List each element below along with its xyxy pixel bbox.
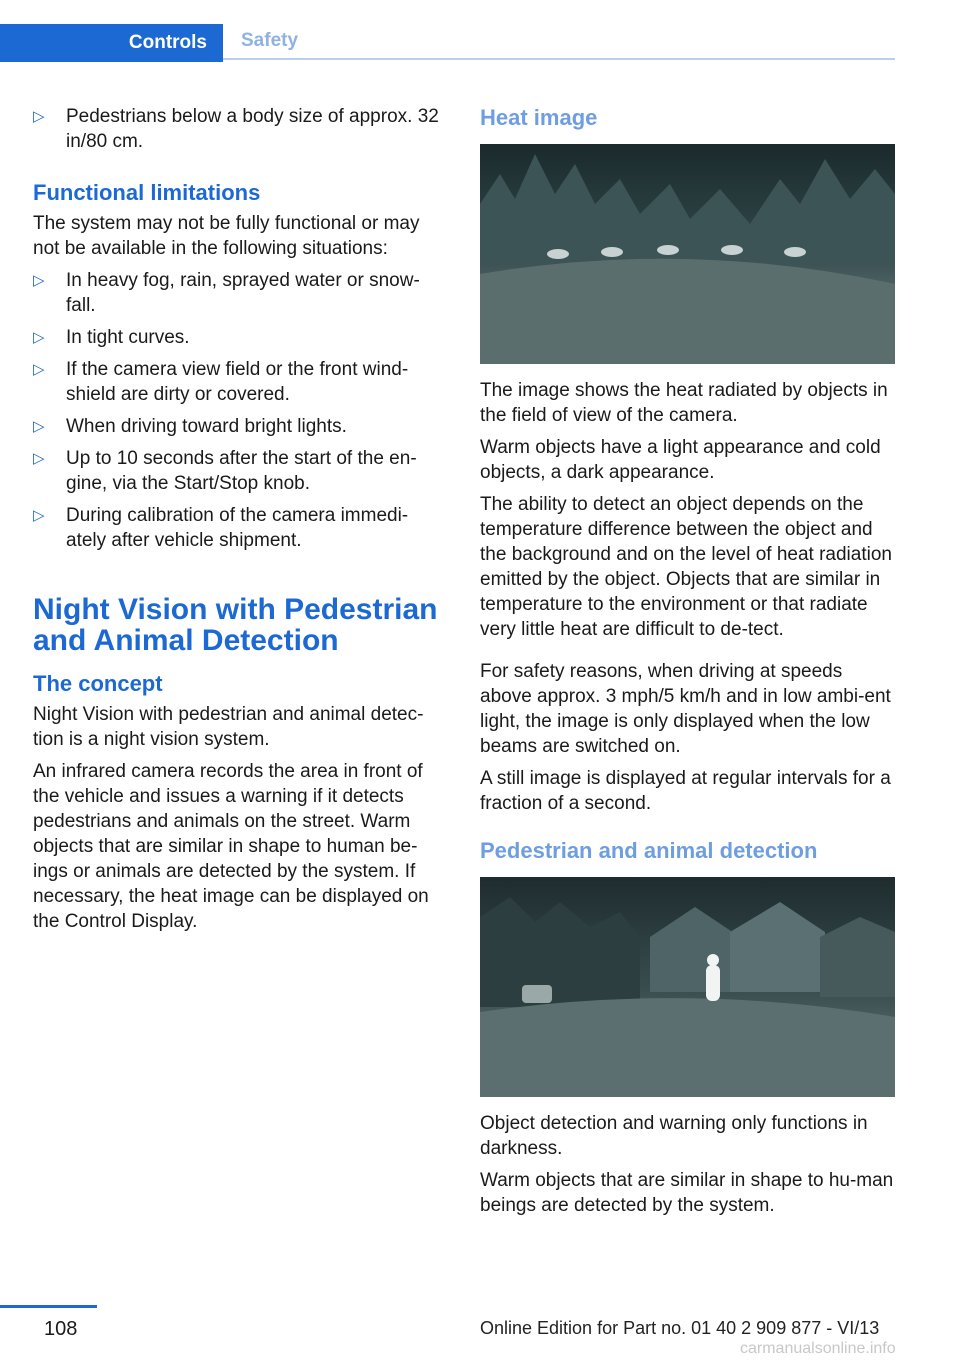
heat-paragraph-3: The ability to detect an object depends on the temperature difference between the object and the background and on the level of heat radiation emitted by the object. Objects that are similar in temperature to the environment or that radiate very little heat are difficult to de-tect.: [480, 494, 892, 640]
triangle-bullet-icon: ▷: [33, 329, 45, 346]
concept-heading: The concept: [33, 671, 163, 696]
concept-paragraph-2: An infrared camera records the area in front of the vehicle and issues a warning if it detects pedestrians and animals on the street. Warm objects that are similar in shape to human be-ings or animals are detected by the system. If necessary, the heat image can be displayed on the Control Display.: [33, 761, 429, 932]
detection-paragraph-1: Object detection and warning only functions in darkness.: [480, 1113, 868, 1159]
heat-paragraph-1: The image shows the heat radiated by objects in the field of view of the camera.: [480, 380, 888, 426]
list-item: ▷ In heavy fog, rain, sprayed water or snow-fall.: [33, 270, 420, 316]
heat-paragraph-2: Warm objects have a light appearance and cold objects, a dark appearance.: [480, 437, 881, 483]
edition-info: Online Edition for Part no. 01 40 2 909 877 - VI/13: [480, 1318, 880, 1338]
tab-safety[interactable]: Safety: [223, 24, 895, 60]
footer-bar: [0, 1305, 97, 1308]
functional-limitations-heading: Functional limitations: [33, 180, 261, 205]
triangle-bullet-icon: ▷: [33, 418, 45, 435]
heat-paragraph-5: A still image is displayed at regular intervals for a fraction of a second.: [480, 768, 891, 814]
triangle-bullet-icon: ▷: [33, 108, 45, 125]
section-heading: Night Vision with Pedestrian and Animal Detection: [33, 593, 438, 657]
list-item: ▷ Pedestrians below a body size of approx. 32 in/80 cm.: [33, 106, 439, 152]
list-item: ▷ When driving toward bright lights.: [33, 416, 347, 437]
page-number: 108: [44, 1318, 78, 1340]
triangle-bullet-icon: ▷: [33, 272, 45, 289]
left-column: [33, 104, 448, 941]
header-tabs: [0, 24, 895, 62]
heat-image-heading: Heat image: [480, 105, 598, 130]
list-item: ▷ In tight curves.: [33, 327, 190, 348]
tab-controls[interactable]: Controls: [0, 24, 223, 62]
list-item: ▷ During calibration of the camera immedi-ately after vehicle shipment.: [33, 505, 409, 551]
concept-paragraph-1: Night Vision with pedestrian and animal detec-tion is a night vision system.: [33, 704, 424, 750]
list-item: ▷ Up to 10 seconds after the start of the en-gine, via the Start/Stop knob.: [33, 448, 417, 494]
triangle-bullet-icon: ▷: [33, 361, 45, 378]
triangle-bullet-icon: ▷: [33, 507, 45, 524]
watermark: carmanualsonline.info: [740, 1340, 896, 1357]
triangle-bullet-icon: ▷: [33, 450, 45, 467]
heat-image-illustration: [480, 144, 895, 364]
right-column: [480, 104, 895, 1225]
detection-heading: Pedestrian and animal detection: [480, 838, 818, 863]
pedestrian-detection-illustration: [480, 877, 895, 1097]
detection-paragraph-2: Warm objects that are similar in shape to hu-man beings are detected by the system.: [480, 1170, 894, 1216]
list-item: ▷ If the camera view field or the front wind-shield are dirty or covered.: [33, 359, 409, 405]
limitations-intro: The system may not be fully functional or may not be available in the following situations:: [33, 213, 420, 259]
heat-paragraph-4: For safety reasons, when driving at speeds above approx. 3 mph/5 km/h and in low ambi-ent light, the image is only displayed when the low beams are switched on.: [480, 661, 891, 757]
